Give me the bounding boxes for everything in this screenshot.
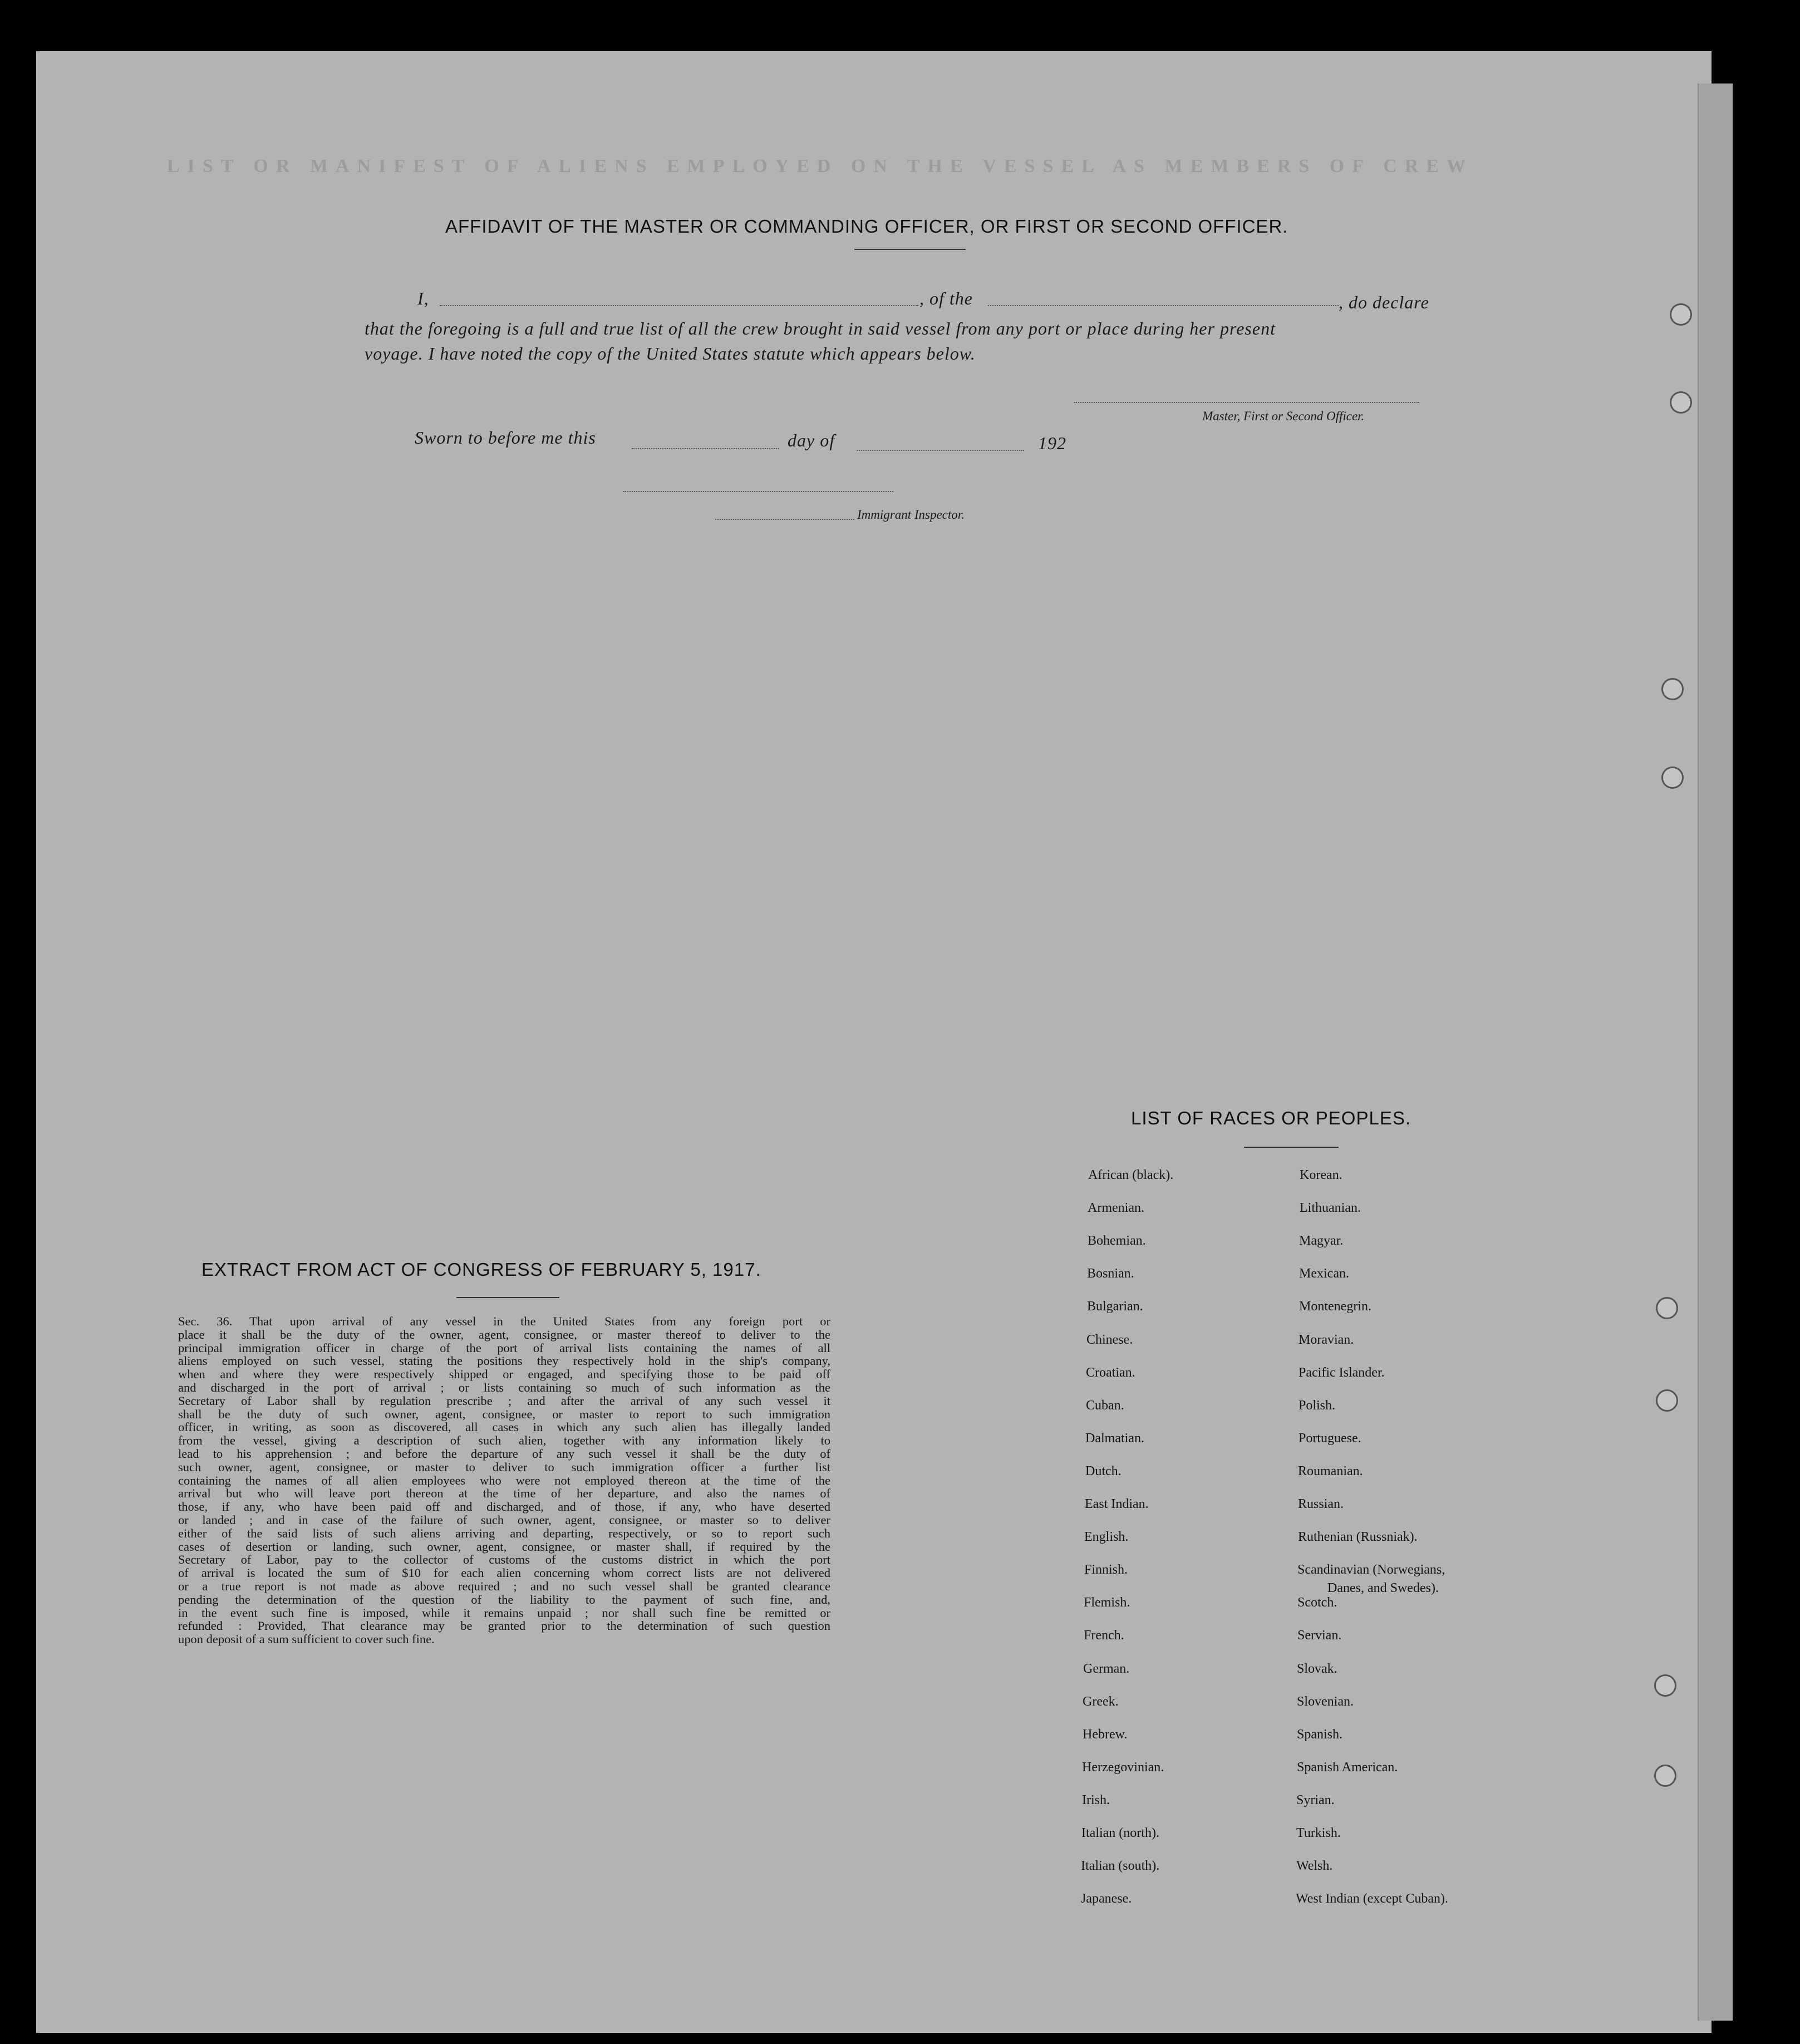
race-item: Finnish.: [1084, 1563, 1128, 1577]
race-item: Dutch.: [1085, 1464, 1122, 1478]
extract-line: containing the names of all alien employees who were not employed thereon at the time of the: [178, 1473, 830, 1487]
race-item: German.: [1083, 1662, 1130, 1676]
extract-rule: [456, 1297, 559, 1298]
race-item: Welsh.: [1296, 1859, 1333, 1873]
vessel-blank: [988, 305, 1339, 306]
race-item: Roumanian.: [1298, 1464, 1363, 1478]
race-item: Spanish.: [1297, 1727, 1343, 1742]
extract-line: Secretary of Labor shall by regulation prescribe ; and after the arrival of any such vessel it: [178, 1393, 830, 1408]
bleed-through-header: LIST OR MANIFEST OF ALIENS EMPLOYED ON THE VESSEL AS MEMBERS OF CREW: [167, 156, 1473, 176]
race-item: Scotch.: [1297, 1595, 1337, 1610]
binder-hole: [1661, 766, 1684, 789]
race-item: French.: [1084, 1628, 1124, 1643]
race-item: Portuguese.: [1299, 1431, 1361, 1446]
binder-hole: [1670, 303, 1692, 326]
race-item: Italian (north).: [1081, 1826, 1159, 1840]
race-item: Slovak.: [1297, 1662, 1337, 1676]
race-item: Turkish.: [1296, 1826, 1341, 1840]
races-rule: [1244, 1147, 1339, 1148]
sworn-prefix: Sworn to before me this: [415, 428, 596, 448]
extract-line: refunded : Provided, That clearance may be granted prior to the determination of such question: [178, 1619, 830, 1633]
extract-line: of arrival is located the sum of $10 for each alien concerning whom correct lists are not delivered: [178, 1566, 830, 1580]
page-edge: [1698, 83, 1733, 2021]
extract-line: officer, in writing, as soon as discovered, all cases in which any such alien has illegally landed: [178, 1420, 830, 1434]
race-item: Hebrew.: [1083, 1727, 1128, 1742]
affidavit-line1-start: I,: [417, 288, 429, 308]
extract-line: principal immigration officer in charge of the port of arrival lists containing the names of all: [178, 1340, 830, 1355]
binder-hole: [1654, 1765, 1676, 1787]
race-item: Slovenian.: [1297, 1694, 1354, 1709]
sworn-day-label: day of: [788, 430, 835, 450]
race-item: African (black).: [1088, 1168, 1174, 1182]
affidavit-line3: voyage. I have noted the copy of the United States statute which appears below.: [365, 343, 976, 363]
race-item: Pacific Islander.: [1299, 1365, 1385, 1380]
extract-line: place it shall be the duty of the owner, agent, consignee, or master thereof to deliver to the: [178, 1327, 830, 1342]
race-item: Chinese.: [1086, 1333, 1133, 1347]
race-item: Cuban.: [1086, 1398, 1124, 1413]
extract-line: cases of desertion or landing, such owner, agent, consignee, or master shall, if required by the: [178, 1539, 830, 1554]
race-item: Bulgarian.: [1087, 1299, 1143, 1314]
extract-line: such owner, agent, consignee, or master to deliver to such immigration officer a further list: [178, 1460, 830, 1474]
race-item: Polish.: [1299, 1398, 1336, 1413]
name-blank: [440, 305, 918, 306]
extract-line: arrival but who will leave port thereon at the time of her departure, and also the names of: [178, 1486, 830, 1501]
extract-heading: EXTRACT FROM ACT OF CONGRESS OF FEBRUARY 5, 1917.: [201, 1259, 761, 1280]
extract-line: pending the determination of the question of the liability to the payment of such fine, and,: [178, 1592, 830, 1606]
race-item: Mexican.: [1299, 1266, 1349, 1281]
race-item: Servian.: [1297, 1628, 1342, 1643]
race-item: West Indian (except Cuban).: [1296, 1891, 1448, 1906]
race-item: Spanish American.: [1297, 1760, 1398, 1775]
extract-text: [178, 1315, 830, 1646]
extract-line: upon deposit of a sum sufficient to cover such fine.: [178, 1632, 435, 1647]
extract-line: or a true report is not made as above required ; and no such vessel shall be granted clearance: [178, 1579, 830, 1593]
extract-line: from the vessel, giving a description of such alien, together with any information likely to: [178, 1433, 830, 1448]
extract-line: shall be the duty of such owner, agent, consignee, or master to report to such immigration: [178, 1407, 830, 1421]
inspector-dotted-line: [715, 519, 854, 520]
binder-hole: [1654, 1674, 1676, 1697]
master-signature-line: [1074, 402, 1419, 403]
binder-hole: [1670, 391, 1692, 414]
race-item: Greek.: [1083, 1694, 1119, 1709]
extract-line: aliens employed on such vessel, stating the positions they respectively hold in the ship's company,: [178, 1354, 830, 1368]
race-item: East Indian.: [1085, 1497, 1149, 1511]
extract-line: or landed ; and in case of the failure of such owner, agent, consignee, or master so to deliver: [178, 1512, 830, 1527]
affidavit-heading: AFFIDAVIT OF THE MASTER OR COMMANDING OFFICER, OR FIRST OR SECOND OFFICER.: [445, 216, 1288, 237]
binder-hole: [1661, 678, 1684, 700]
extract-line: Secretary of Labor, pay to the collector of customs of the customs district in which the port: [178, 1552, 830, 1567]
extract-line: Sec. 36. That upon arrival of any vessel in the United States from any foreign port or: [178, 1314, 830, 1328]
race-item: Flemish.: [1084, 1595, 1130, 1610]
races-heading: LIST OF RACES OR PEOPLES.: [1131, 1108, 1412, 1128]
extract-line: when and where they were respectively shipped or engaged, and specifying those to be paid off: [178, 1367, 830, 1382]
sworn-year: 192: [1038, 433, 1066, 453]
race-item: Russian.: [1298, 1497, 1344, 1511]
extract-line: either of the said lists of such aliens arriving and departing, respectively, or so to report such: [178, 1526, 830, 1540]
inspector-label: Immigrant Inspector.: [857, 508, 965, 522]
race-item: Bosnian.: [1087, 1266, 1134, 1281]
affidavit-line1-mid: , of the: [919, 288, 973, 308]
extract-line: and discharged in the port of arrival ; or lists containing so much of such information as the: [178, 1380, 830, 1394]
binder-hole: [1656, 1389, 1678, 1412]
race-item: Japanese.: [1081, 1891, 1132, 1906]
race-item: Irish.: [1082, 1793, 1110, 1807]
race-item: Herzegovinian.: [1082, 1760, 1164, 1775]
race-item: Magyar.: [1299, 1234, 1344, 1248]
race-item: Lithuanian.: [1300, 1201, 1361, 1215]
race-item: Ruthenian (Russniak).: [1298, 1530, 1418, 1544]
race-item: Moravian.: [1299, 1333, 1354, 1347]
sworn-day-blank: [632, 448, 779, 449]
race-item: English.: [1084, 1530, 1129, 1544]
race-item: Italian (south).: [1081, 1859, 1160, 1873]
race-item: Montenegrin.: [1299, 1299, 1371, 1314]
master-signature-label: Master, First or Second Officer.: [1202, 409, 1365, 423]
extract-line: in the event such fine is imposed, while it remains unpaid ; nor shall such fine be remitted or: [178, 1605, 830, 1620]
extract-line: those, if any, who have been paid off and discharged, and of those, if any, who have deserted: [178, 1500, 830, 1514]
race-item: Bohemian.: [1088, 1234, 1146, 1248]
binder-hole: [1656, 1297, 1678, 1319]
extract-line: lead to his apprehension ; and before the departure of any such vessel it shall be the duty of: [178, 1446, 830, 1461]
race-item: Armenian.: [1088, 1201, 1144, 1215]
heading-rule: [854, 249, 966, 250]
race-item: Croatian.: [1086, 1365, 1135, 1380]
race-item: Korean.: [1300, 1168, 1342, 1182]
race-item: Danes, and Swedes).: [1327, 1581, 1439, 1595]
affidavit-line1-end: , do declare: [1339, 292, 1429, 312]
race-item: Syrian.: [1296, 1793, 1335, 1807]
race-item: Dalmatian.: [1085, 1431, 1144, 1446]
sworn-month-blank: [857, 450, 1024, 451]
affidavit-line2: that the foregoing is a full and true list of all the crew brought in said vessel from any port or place during her present: [365, 318, 1276, 338]
race-item: Scandinavian (Norwegians,: [1297, 1563, 1445, 1577]
inspector-signature-line: [623, 491, 893, 492]
